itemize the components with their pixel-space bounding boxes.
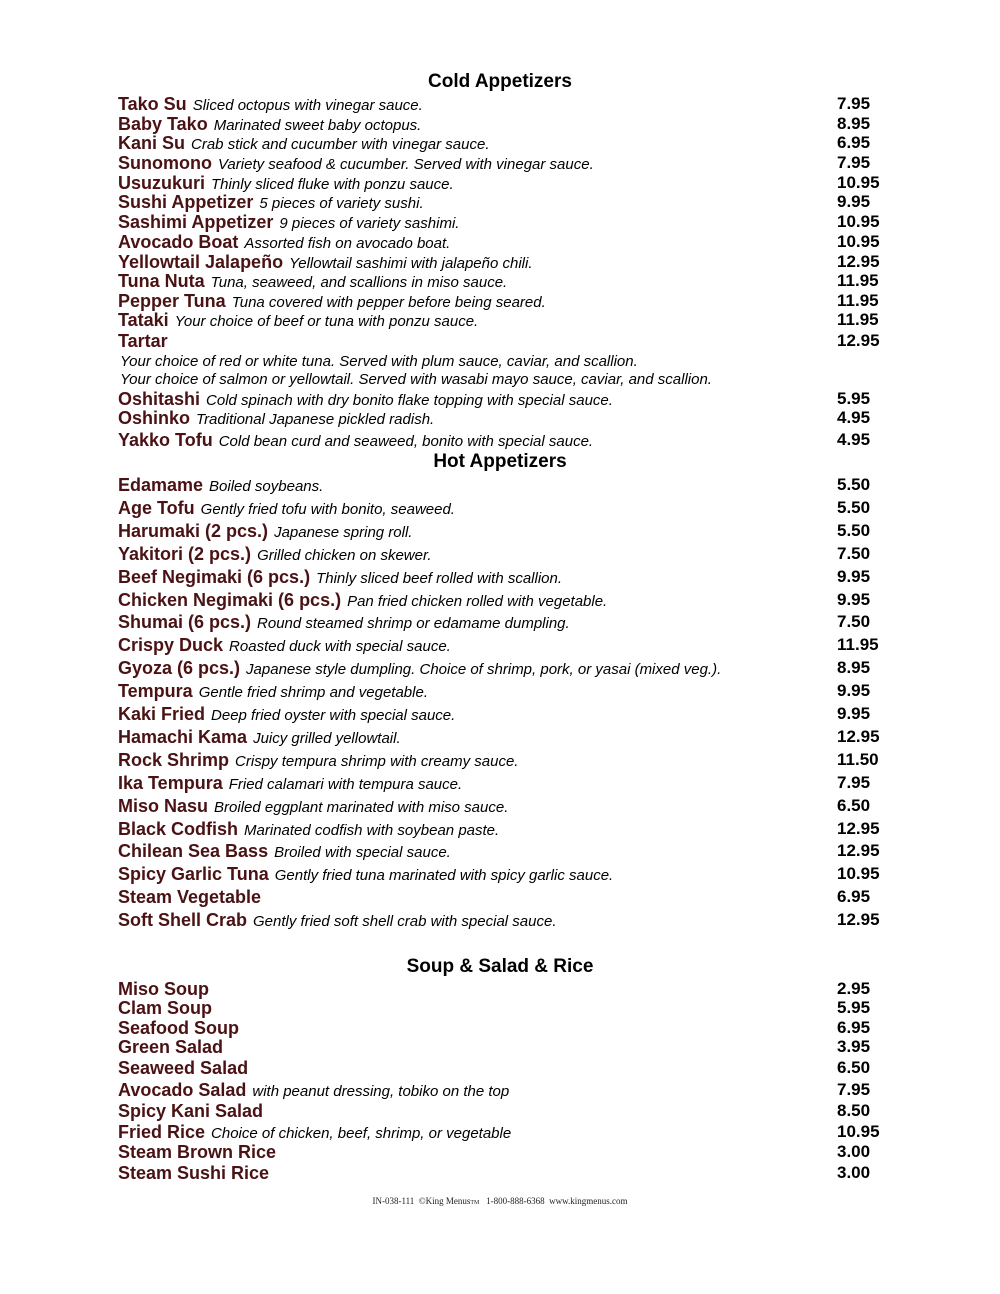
menu-item-description: Tuna, seaweed, and scallions in miso sauce. [210, 274, 508, 291]
menu-item [118, 567, 888, 588]
menu-item-price: 5.50 [837, 497, 871, 517]
menu-item-price: 5.50 [837, 475, 871, 494]
menu-item [118, 475, 888, 496]
menu-item-name: Chicken Negimaki (6 pcs.) [118, 589, 342, 610]
menu-item-description: Sliced octopus with vinegar sauce. [192, 97, 423, 114]
menu-item-name: Sushi Appetizer [118, 192, 254, 212]
menu-item-price: 12.95 [837, 841, 880, 861]
menu-item [118, 635, 888, 656]
menu-item-name: Kani Su [118, 133, 186, 153]
menu-note: Your choice of salmon or yellowtail. Served with wasabi mayo sauce, caviar, and scallion. [120, 371, 712, 388]
menu-item-price: 7.95 [837, 1080, 871, 1099]
menu-item-description: Boiled soybeans. [209, 478, 324, 495]
menu-item-description: Grilled chicken on skewer. [257, 546, 432, 564]
menu-item-name: Crispy Duck [118, 635, 224, 656]
menu-item [118, 910, 888, 931]
menu-item [118, 1058, 888, 1079]
menu-item-price: 8.95 [837, 114, 871, 133]
menu-item-name: Fried Rice [118, 1122, 206, 1142]
menu-item-description: Juicy grilled yellowtail. [253, 729, 401, 747]
footer [0, 1196, 1000, 1206]
menu-item-description: Gently fried soft shell crab with special sauce. [253, 913, 557, 931]
soup-salad-rice-title: Soup & Salad & Rice [406, 956, 594, 977]
menu-item-price: 3.00 [837, 1163, 871, 1182]
menu-item-description: Gently fried tuna marinated with spicy garlic sauce. [274, 867, 614, 885]
menu-item-name: Steam Brown Rice [118, 1142, 277, 1162]
menu-item [118, 979, 888, 1000]
menu-item [118, 430, 888, 451]
menu-item-name: Sunomono [118, 153, 212, 173]
menu-item-price: 9.95 [837, 704, 871, 723]
menu-item-price: 6.50 [837, 1058, 871, 1077]
menu-item [118, 590, 888, 611]
menu-item [118, 252, 888, 273]
menu-item-description: 5 pieces of variety sushi. [259, 195, 424, 212]
menu-item-name: Clam Soup [118, 998, 213, 1018]
menu-item-name: Miso Soup [118, 979, 209, 999]
menu-item-price: 12.95 [837, 818, 880, 838]
menu-item [118, 521, 888, 542]
footer-brand: ©King Menus [418, 1196, 471, 1206]
menu-item-name: Steam Sushi Rice [118, 1163, 270, 1183]
menu-item-price: 8.95 [837, 658, 871, 678]
menu-item-description: Yellowtail sashimi with jalapeño chili. [289, 255, 533, 272]
menu-item-price: 11.95 [837, 291, 879, 310]
menu-item-price: 9.95 [837, 566, 871, 586]
menu-item-name: Ika Tempura [118, 772, 223, 793]
menu-item-name: Tempura [118, 681, 193, 702]
menu-item-description: Japanese style dumpling. Choice of shrimp, pork, or yasai (mixed veg.). [246, 661, 722, 679]
menu-item-price: 9.95 [837, 589, 871, 609]
menu-item-price: 6.50 [837, 795, 871, 815]
menu-item-price: 7.95 [837, 772, 871, 792]
menu-item-description: Tuna covered with pepper before being seared. [231, 294, 546, 311]
menu-item-name: Tataki [118, 310, 169, 330]
menu-item-price: 11.50 [837, 749, 879, 769]
menu-item-name: Tako Su [118, 94, 187, 114]
menu-item [118, 727, 888, 748]
menu-item [118, 1142, 888, 1163]
menu-item-name: Avocado Salad [118, 1080, 247, 1100]
menu-item-price: 7.50 [837, 612, 871, 632]
menu-item-price: 12.95 [837, 252, 880, 271]
menu-item-name: Pepper Tuna [118, 291, 226, 311]
menu-item-price: 10.95 [837, 1122, 880, 1141]
menu-item-name: Yellowtail Jalapeño [118, 252, 284, 272]
menu-item-description: Cold bean curd and seaweed, bonito with special sauce. [218, 433, 594, 450]
menu-item [118, 1101, 888, 1122]
menu-item-price: 4.95 [837, 430, 871, 449]
menu-item-name: Chilean Sea Bass [118, 841, 269, 862]
menu-item [118, 173, 888, 194]
menu-item-name: Black Codfish [118, 818, 239, 839]
menu-item-description: 9 pieces of variety sashimi. [279, 215, 460, 232]
menu-item-price: 12.95 [837, 331, 880, 350]
menu-item [118, 704, 888, 725]
menu-item-description: Thinly sliced fluke with ponzu sauce. [211, 176, 454, 193]
menu-item-name: Steam Vegetable [118, 887, 262, 908]
menu-item-price: 6.95 [837, 887, 871, 907]
menu-item [118, 1080, 888, 1101]
menu-item-description: Assorted fish on avocado boat. [244, 235, 451, 252]
menu-item [118, 773, 888, 794]
menu-item-name: Oshitashi [118, 389, 201, 409]
menu-item-price: 10.95 [837, 864, 880, 884]
menu-item-price: 11.95 [837, 310, 879, 329]
menu-item-description: Your choice of beef or tuna with ponzu sauce. [174, 313, 479, 330]
menu-item-name: Harumaki (2 pcs.) [118, 520, 269, 541]
menu-item [118, 1122, 888, 1143]
menu-item-price: 4.95 [837, 408, 871, 427]
menu-item [118, 133, 888, 154]
menu-item [118, 544, 888, 565]
menu-item-name: Yakitori (2 pcs.) [118, 543, 252, 564]
menu-item [118, 864, 888, 885]
menu-item-name: Avocado Boat [118, 232, 239, 252]
menu-item-name: Spicy Kani Salad [118, 1101, 264, 1121]
menu-item [118, 192, 888, 213]
menu-item-name: Hamachi Kama [118, 726, 248, 747]
menu-item [118, 887, 888, 908]
menu-item [118, 819, 888, 840]
menu-item-price: 8.50 [837, 1101, 871, 1120]
menu-item-description: Crab stick and cucumber with vinegar sauce. [191, 136, 490, 153]
menu-item-description: Broiled eggplant marinated with miso sauce. [214, 798, 509, 816]
menu-item-description: Traditional Japanese pickled radish. [196, 411, 435, 428]
menu-item-price: 5.95 [837, 389, 871, 408]
footer-url: www.kingmenus.com [549, 1196, 628, 1206]
menu-item-price: 7.95 [837, 94, 871, 113]
menu-item-price: 7.95 [837, 153, 871, 172]
menu-item-name: Tuna Nuta [118, 271, 205, 291]
menu-item-name: Tartar [118, 331, 168, 351]
menu-item [118, 310, 888, 331]
menu-item-name: Shumai (6 pcs.) [118, 612, 252, 633]
menu-item-price: 5.95 [837, 998, 871, 1017]
menu-item [118, 331, 888, 352]
menu-item [118, 998, 888, 1019]
menu-item [118, 212, 888, 233]
menu-item-price: 6.95 [837, 1018, 871, 1037]
menu-item-name: Usuzukuri [118, 173, 206, 193]
menu-item [118, 232, 888, 253]
menu-item-description: Marinated sweet baby octopus. [213, 117, 422, 134]
menu-item-name: Edamame [118, 475, 204, 495]
menu-item-price: 9.95 [837, 681, 871, 701]
menu-item [118, 1163, 888, 1184]
menu-item-description: Japanese spring roll. [274, 523, 413, 541]
menu-item-description: Gentle fried shrimp and vegetable. [198, 684, 428, 702]
menu-item-price: 3.95 [837, 1037, 871, 1056]
menu-item-name: Baby Tako [118, 114, 208, 134]
menu-item-description: Pan fried chicken rolled with vegetable. [347, 592, 608, 610]
menu-item-price: 11.95 [837, 271, 879, 290]
menu-item [118, 750, 888, 771]
menu-item-description: with peanut dressing, tobiko on the top [252, 1083, 510, 1100]
menu-item-description: Fried calamari with tempura sauce. [228, 775, 463, 793]
menu-item-price: 9.95 [837, 192, 871, 211]
menu-item-price: 11.95 [837, 635, 879, 655]
menu-item [118, 1037, 888, 1058]
menu-item-price: 12.95 [837, 726, 880, 746]
menu-item-name: Rock Shrimp [118, 749, 230, 770]
menu-item-name: Age Tofu [118, 497, 195, 518]
menu-item-description: Broiled with special sauce. [274, 844, 451, 862]
menu-item-description: Crispy tempura shrimp with creamy sauce. [235, 752, 519, 770]
menu-note: Your choice of red or white tuna. Served with plum sauce, caviar, and scallion. [120, 353, 638, 370]
menu-item [118, 94, 888, 115]
menu-item-price: 2.95 [837, 979, 871, 998]
cold-appetizers-title: Cold Appetizers [428, 71, 572, 92]
menu-item [118, 291, 888, 312]
footer-code: IN-038-111 [372, 1196, 415, 1206]
menu-item [118, 153, 888, 174]
menu-item-name: Spicy Garlic Tuna [118, 864, 269, 885]
menu-item-name: Kaki Fried [118, 704, 206, 724]
hot-appetizers-title: Hot Appetizers [433, 451, 567, 472]
menu-item [118, 841, 888, 862]
menu-item-price: 6.95 [837, 133, 871, 152]
menu-item [118, 408, 888, 429]
menu-item-description: Gently fried tofu with bonito, seaweed. [200, 500, 455, 518]
menu-item-description: Thinly sliced beef rolled with scallion. [316, 569, 563, 587]
menu-item-name: Beef Negimaki (6 pcs.) [118, 566, 311, 587]
footer-phone: 1-800-888-6368 [486, 1196, 545, 1206]
menu-item-name: Seafood Soup [118, 1018, 239, 1038]
menu-item-description: Round steamed shrimp or edamame dumpling. [257, 615, 570, 633]
menu-item-name: Yakko Tofu [118, 430, 213, 450]
menu-item-description: Roasted duck with special sauce. [229, 638, 451, 656]
menu-item-description: Variety seafood & cucumber. Served with vinegar sauce. [217, 156, 594, 173]
menu-item [118, 681, 888, 702]
menu-item [118, 271, 888, 292]
menu-item [118, 658, 888, 679]
footer-tm: TM [470, 1200, 480, 1206]
menu-item-name: Oshinko [118, 408, 191, 428]
menu-item-price: 3.00 [837, 1142, 871, 1161]
menu-item-price: 10.95 [837, 212, 880, 231]
menu-item-name: Green Salad [118, 1037, 224, 1057]
menu-item-price: 5.50 [837, 520, 871, 540]
menu-item-description: Deep fried oyster with special sauce. [211, 707, 456, 724]
menu-item-price: 7.50 [837, 543, 871, 563]
menu-item [118, 114, 888, 135]
menu-item-name: Gyoza (6 pcs.) [118, 658, 241, 679]
menu-item [118, 389, 888, 410]
menu-item-name: Seaweed Salad [118, 1058, 249, 1078]
menu-item [118, 498, 888, 519]
menu-item-price: 10.95 [837, 173, 880, 192]
menu-item-description: Cold spinach with dry bonito flake topping with special sauce. [206, 392, 613, 409]
menu-item-description: Marinated codfish with soybean paste. [244, 821, 500, 839]
menu-item-name: Miso Nasu [118, 795, 209, 816]
menu-item [118, 612, 888, 633]
menu-item-description: Choice of chicken, beef, shrimp, or vegetable [211, 1125, 512, 1142]
menu-item [118, 796, 888, 817]
menu-item-price: 10.95 [837, 232, 880, 251]
menu-item [118, 1018, 888, 1039]
menu-item-name: Sashimi Appetizer [118, 212, 274, 232]
menu-item-price: 12.95 [837, 910, 880, 930]
menu-item-name: Soft Shell Crab [118, 910, 248, 931]
